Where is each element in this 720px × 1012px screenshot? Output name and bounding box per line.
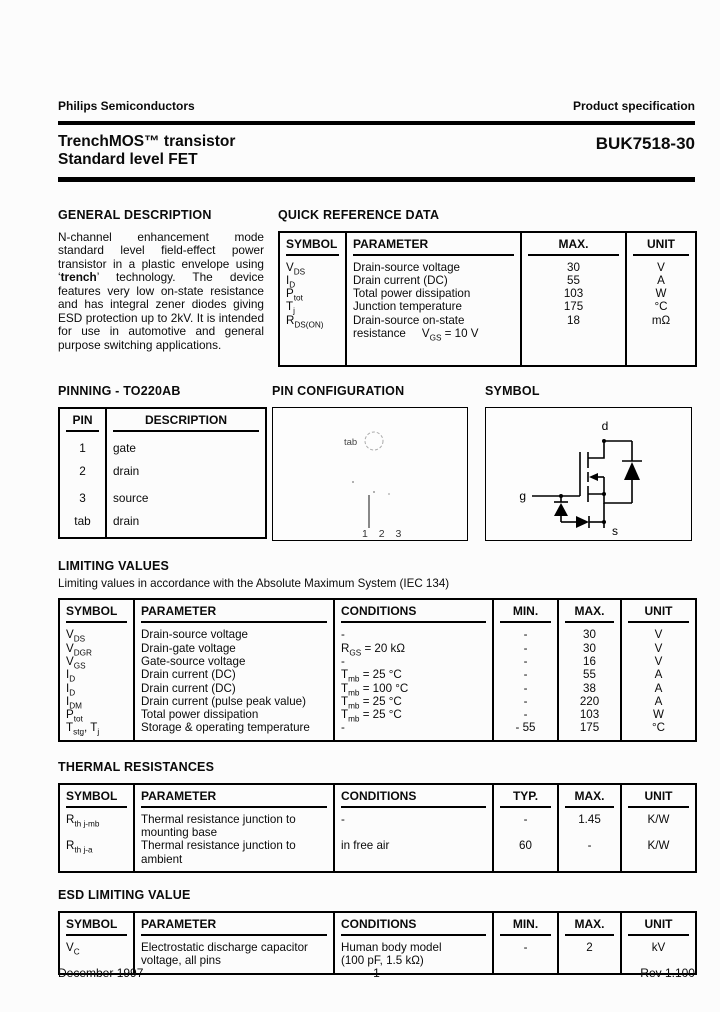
parameter-line2: ambient (141, 852, 183, 866)
cell-max: 103 (558, 708, 621, 721)
node-dot (602, 439, 606, 443)
col-unit: UNIT (621, 784, 696, 808)
col-parameter: PARAMETER (134, 912, 334, 936)
table-row (59, 721, 696, 740)
source-wire (588, 494, 632, 503)
table-row (59, 668, 696, 681)
cell-max: 55 (521, 274, 626, 287)
to220-package-drawing (273, 408, 466, 539)
parameter-line1: Drain-source on-state (353, 313, 465, 327)
speck (373, 491, 375, 493)
cell-parameter: Drain current (DC) (134, 682, 334, 695)
limiting-values-table (58, 598, 697, 741)
cell-unit: °C (621, 721, 696, 740)
cell-min: - (493, 695, 558, 708)
col-parameter: PARAMETER (346, 232, 521, 256)
page-footer (58, 966, 695, 980)
col-max: MAX. (558, 599, 621, 623)
node-dot (559, 494, 563, 498)
trench-word: trench (60, 270, 97, 285)
cell-max: 220 (558, 695, 621, 708)
description-text: N-channel enhancement mode standard level field-effect power transistor in a plastic envelope using ‘ (58, 229, 264, 285)
cell-max: 2 (558, 936, 621, 974)
col-min: MIN. (493, 599, 558, 623)
col-parameter: PARAMETER (134, 784, 334, 808)
cell-description: gate (106, 432, 266, 459)
cell-conditions: $T_{mb} = 25$ °C (334, 668, 493, 681)
pinning-section (58, 384, 265, 541)
title-block (58, 125, 695, 177)
mounting-hole (365, 432, 383, 450)
cell-unit: V (621, 655, 696, 668)
cell-min: - (493, 642, 558, 655)
col-parameter: PARAMETER (134, 599, 334, 623)
cell-max: 175 (521, 300, 626, 313)
cell-unit: A (621, 695, 696, 708)
section-row-2 (58, 384, 695, 541)
cell-max: 30 (558, 623, 621, 641)
footer-date: December 1997 (58, 966, 144, 980)
col-unit: UNIT (621, 599, 696, 623)
table-row (59, 642, 696, 655)
table-header-row (59, 599, 696, 623)
cell-pin: 1 (79, 441, 86, 456)
parameter-line2-text: resistance (353, 327, 406, 341)
cell-parameter: Drain current (DC) (134, 668, 334, 681)
cell-conditions: - (334, 623, 493, 641)
cell-unit: V (621, 642, 696, 655)
footer-revision: Rev 1.100 (640, 966, 695, 980)
cell-unit: K/W (621, 808, 696, 840)
drain-terminal-label: d (601, 419, 609, 434)
cell-symbol: $I_D$ (66, 668, 76, 684)
cell-conditions: $T_{mb} = 25$ °C (334, 695, 493, 708)
col-symbol: SYMBOL (59, 599, 134, 623)
table-row (279, 256, 696, 274)
col-conditions: CONDITIONS (334, 599, 493, 623)
table-spacer-row (279, 340, 696, 366)
cell-conditions: $R_{GS} = 20$ kΩ (334, 642, 493, 655)
cell-parameter: Drain current (pulse peak value) (134, 695, 334, 708)
col-description: DESCRIPTION (106, 408, 266, 432)
limiting-values-heading: LIMITING VALUES (58, 559, 170, 574)
cell-min: - (493, 936, 558, 974)
pin-configuration-heading: PIN CONFIGURATION (272, 384, 405, 399)
zener1-triangle (554, 503, 568, 516)
table-header-row (279, 232, 696, 256)
drain-wire (588, 441, 632, 458)
table-row (59, 459, 266, 486)
table-row (279, 274, 696, 287)
cell-symbol: $V_{DS}$ (66, 628, 86, 644)
table-row (59, 839, 696, 872)
cell-symbol: $V_C$ (66, 940, 80, 957)
cell-max: 1.45 (558, 808, 621, 840)
cell-max: 16 (558, 655, 621, 668)
spacer-cell (521, 340, 626, 366)
spec-text: Product specification (572, 99, 695, 113)
col-typ: TYP. (493, 784, 558, 808)
cell-parameter (346, 314, 521, 341)
col-unit: UNIT (621, 912, 696, 936)
cell-symbol: $I_D$ (286, 273, 296, 290)
cell-unit: A (621, 682, 696, 695)
cell-symbol: $P_{tot}$ (66, 708, 83, 724)
cell-unit: W (626, 287, 696, 300)
speck (352, 481, 354, 483)
parameter-line2: mounting base (141, 826, 218, 840)
table-row (59, 808, 696, 840)
cell-symbol: $V_{DGR}$ (66, 641, 92, 657)
spacer-cell (626, 340, 696, 366)
substrate-arrow (589, 473, 598, 481)
parameter-line2 (353, 327, 514, 343)
zener2-triangle (576, 516, 589, 528)
cell-pin: 3 (79, 490, 86, 505)
symbol-section (485, 384, 692, 541)
quick-reference-table (278, 231, 697, 368)
cell-typ: 60 (493, 839, 558, 872)
spacer-cell (346, 340, 521, 366)
cell-conditions: in free air (334, 839, 493, 872)
pin-numbers-label: 1 2 3 (362, 528, 406, 540)
description-text-cont: ’ technology. The device features very low on-state resistance and has integral zener diodes giving ESD protection up to 2kV. It is intended for use in automotive and general purpose switching applications. (58, 270, 264, 352)
col-max: MAX. (558, 784, 621, 808)
cell-conditions: - (334, 808, 493, 840)
cell-symbol: $I_{DM}$ (66, 694, 82, 711)
section-row-1 (58, 208, 695, 368)
table-header-row (59, 784, 696, 808)
cell-unit: V (621, 623, 696, 641)
cell-symbol: $R_{th j-a}$ (66, 839, 93, 855)
cell-parameter: Total power dissipation (134, 708, 334, 721)
cell-max: 38 (558, 682, 621, 695)
cell-min: - (493, 623, 558, 641)
table-row (279, 314, 696, 341)
cell-max: 55 (558, 668, 621, 681)
cell-symbol: $P_{tot}$ (286, 287, 303, 303)
col-symbol: SYMBOL (59, 912, 134, 936)
spacer-cell (279, 340, 346, 366)
pin-configuration-section (272, 384, 468, 541)
col-symbol: SYMBOL (59, 784, 134, 808)
cell-symbol: $R_{DS(ON)}$ (286, 313, 324, 330)
table-header-row (59, 912, 696, 936)
esd-limiting-value-section (58, 888, 695, 975)
pinning-heading: PINNING - TO220AB (58, 384, 181, 399)
col-pin: PIN (59, 408, 106, 432)
cell-unit: A (626, 274, 696, 287)
cell-parameter: Drain-source voltage (134, 623, 334, 641)
cell-parameter (134, 839, 334, 872)
table-header-row (59, 408, 266, 432)
cell-symbol: $T_j$ (286, 300, 295, 316)
brand-text: Philips Semiconductors (58, 99, 195, 113)
footer-page-number: 1 (373, 966, 380, 980)
cell-parameter: Drain current (DC) (346, 274, 521, 287)
cell-max: - (558, 839, 621, 872)
title-line1: TrenchMOS™ transistor (58, 133, 236, 150)
source-terminal-label: s (612, 524, 618, 539)
cell-conditions: $T_{mb} = 25$ °C (334, 708, 493, 721)
cell-max: 18 (521, 314, 626, 341)
cell-typ: - (493, 808, 558, 840)
general-description-body (58, 231, 264, 353)
limiting-values-subtitle: Limiting values in accordance with the Absolute Maximum System (IEC 134) (58, 577, 450, 591)
cell-max: 103 (521, 287, 626, 300)
general-description-section (58, 208, 264, 368)
node-dot (602, 492, 606, 496)
cell-parameter: Gate-source voltage (134, 655, 334, 668)
cell-parameter: Drain-gate voltage (134, 642, 334, 655)
cell-parameter: Total power dissipation (346, 287, 521, 300)
table-row (59, 623, 696, 641)
speck (388, 493, 390, 495)
cell-conditions: $T_{mb} = 100$ °C (334, 682, 493, 695)
table-row (279, 287, 696, 300)
cell-min: - 55 (493, 721, 558, 740)
cell-symbol: $R_{th j-mb}$ (66, 812, 100, 829)
cell-conditions: - (334, 721, 493, 740)
table-row (59, 512, 266, 539)
col-conditions: CONDITIONS (334, 912, 493, 936)
mosfet-symbol-drawing (486, 408, 690, 539)
pin-configuration-figure (272, 407, 468, 541)
esd-limiting-value-heading: ESD LIMITING VALUE (58, 887, 191, 902)
cell-parameter: Drain-source voltage (346, 256, 521, 274)
general-description-heading: GENERAL DESCRIPTION (58, 207, 212, 222)
table-row (59, 682, 696, 695)
masthead (58, 0, 695, 113)
col-unit: UNIT (626, 232, 696, 256)
cell-description: drain (106, 459, 266, 486)
table-row (59, 708, 696, 721)
cell-max: 30 (521, 256, 626, 274)
col-max: MAX. (558, 912, 621, 936)
cell-symbol: $V_{DS}$ (286, 260, 306, 276)
cell-symbol: $T_{stg}$, $T_j$ (66, 721, 100, 737)
cell-unit: mΩ (626, 314, 696, 341)
table-row (59, 485, 266, 512)
cell-min: - (493, 655, 558, 668)
part-number: BUK7518-30 (595, 134, 695, 153)
cell-unit: °C (626, 300, 696, 313)
limiting-values-section (58, 559, 695, 741)
symbol-figure (485, 407, 692, 541)
datasheet-page (58, 0, 695, 975)
thermal-resistances-section (58, 760, 695, 873)
col-min: MIN. (493, 912, 558, 936)
parameter-line1: Thermal resistance junction to (141, 839, 296, 853)
parameter-line2: voltage, all pins (141, 954, 221, 968)
table-row (59, 432, 266, 459)
pinning-table (58, 407, 267, 539)
cell-pin: 2 (79, 464, 86, 479)
table-row (279, 300, 696, 313)
thermal-resistances-table (58, 783, 697, 873)
tab-label: tab (344, 437, 358, 449)
cell-parameter: Junction temperature (346, 300, 521, 313)
quick-reference-heading: QUICK REFERENCE DATA (278, 207, 440, 222)
cell-unit: K/W (621, 839, 696, 872)
cell-min: - (493, 682, 558, 695)
cell-min: - (493, 708, 558, 721)
cell-symbol: $I_D$ (66, 681, 76, 697)
gate-terminal-label: g (519, 489, 526, 504)
parameter-line2-condition: $V_{GS} = 10$ V (421, 327, 479, 343)
col-symbol: SYMBOL (279, 232, 346, 256)
cell-unit: V (626, 256, 696, 274)
cell-description: source (106, 485, 266, 512)
cell-max: 175 (558, 721, 621, 740)
cell-symbol: $V_{GS}$ (66, 654, 86, 671)
cell-unit: kV (621, 936, 696, 974)
cell-max: 30 (558, 642, 621, 655)
esd-limiting-value-table (58, 911, 697, 975)
table-row (59, 655, 696, 668)
col-conditions: CONDITIONS (334, 784, 493, 808)
quick-reference-section (278, 208, 697, 368)
conditions-line1: Human body model (341, 940, 442, 954)
document-title (58, 133, 235, 170)
cell-parameter (134, 808, 334, 840)
table-row (59, 695, 696, 708)
title-line2: Standard level FET (58, 151, 198, 169)
cell-min: - (493, 668, 558, 681)
cell-parameter: Storage & operating temperature (134, 721, 334, 740)
parameter-line1: Electrostatic discharge capacitor (141, 940, 308, 954)
parameter-line1: Thermal resistance junction to (141, 812, 296, 826)
conditions-line2: (100 pF, 1.5 kΩ) (341, 954, 424, 968)
cell-description: drain (106, 512, 266, 539)
header-rule-bottom (58, 177, 695, 182)
node-dot (602, 520, 606, 524)
cell-unit: A (621, 668, 696, 681)
cell-pin: tab (74, 514, 91, 529)
symbol-heading: SYMBOL (485, 384, 540, 399)
cell-conditions: - (334, 655, 493, 668)
thermal-resistances-heading: THERMAL RESISTANCES (58, 759, 215, 774)
cell-unit: W (621, 708, 696, 721)
body-diode-triangle (624, 462, 640, 480)
col-max: MAX. (521, 232, 626, 256)
